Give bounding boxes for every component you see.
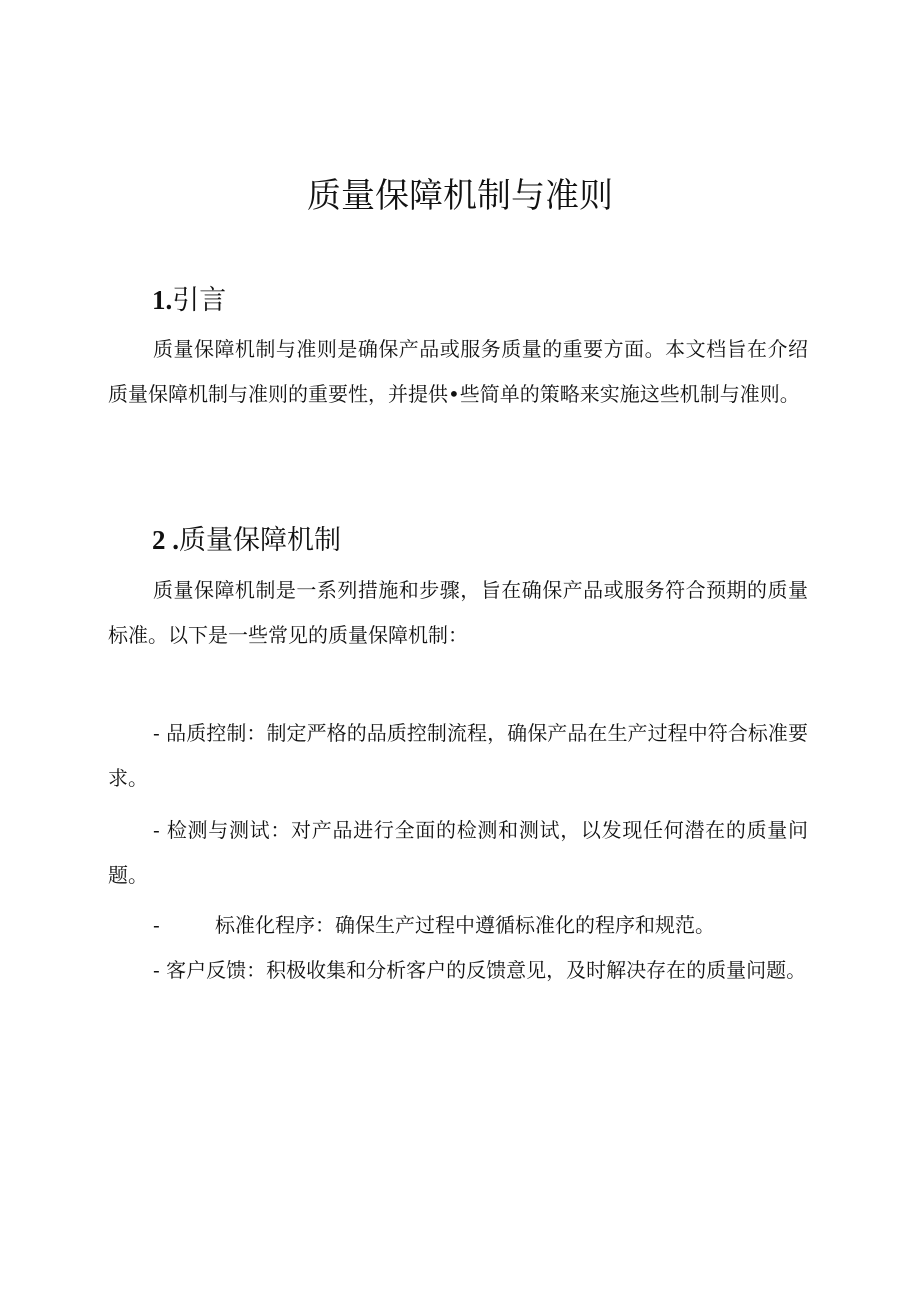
list-dash: - <box>153 913 160 937</box>
section-number: 2 . <box>152 525 179 555</box>
list-item-quality-control: - 品质控制：制定严格的品质控制流程，确保产品在生产过程中符合标准要求。 <box>108 721 808 790</box>
list-item-inspection-testing: - 检测与测试：对产品进行全面的检测和测试，以发现任何潜在的质量问题。 <box>108 818 808 887</box>
section-heading-qa-mechanism <box>152 522 341 559</box>
list-item-standardized-procedure <box>153 903 715 948</box>
list-item-customer-feedback: - 客户反馈：积极收集和分析客户的反馈意见，及时解决存在的质量问题。 <box>153 958 807 982</box>
list-item-text: 标准化程序：确保生产过程中遵循标准化的程序和规范。 <box>215 913 715 937</box>
introduction-paragraph: 质量保障机制与准则是确保产品或服务质量的重要方面。本文档旨在介绍质量保障机制与准则的重要性，并提供•些简单的策略来实施这些机制与准则。 <box>108 337 808 406</box>
section-number: 1. <box>152 285 173 315</box>
qa-mechanism-paragraph: 质量保障机制是一系列措施和步骤，旨在确保产品或服务符合预期的质量标准。以下是一些常见的质量保障机制： <box>108 578 808 647</box>
document-title: 质量保障机制与准则 <box>307 176 613 216</box>
section-title: 引言 <box>172 285 227 316</box>
section-title: 质量保障机制 <box>179 525 341 556</box>
section-heading-introduction <box>152 282 226 319</box>
